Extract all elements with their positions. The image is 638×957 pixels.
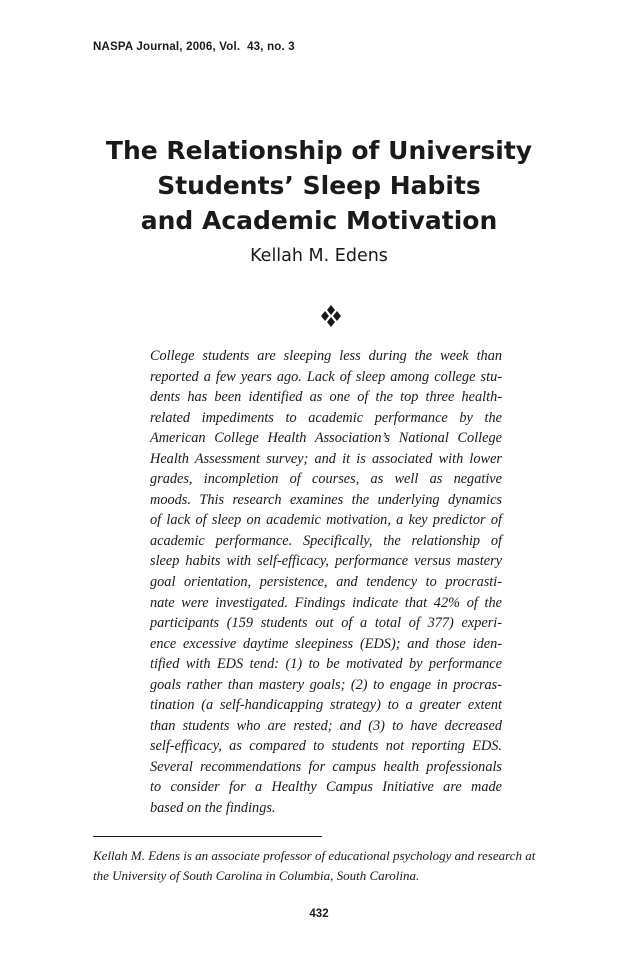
paper-title xyxy=(0,133,638,238)
footnote-line: Kellah M. Edens is an associate professor of educational psychology and research at xyxy=(93,848,536,863)
footnote-divider xyxy=(93,836,322,837)
abstract-line: of lack of sleep on academic motivation, a key predictor of xyxy=(150,512,502,529)
page-number: 432 xyxy=(309,908,329,920)
abstract-line: grades, incompletion of courses, as well as negative xyxy=(150,471,502,488)
ornament-diamond-left xyxy=(321,311,329,321)
abstract-line: goal orientation, persistence, and tendency to procrasti- xyxy=(150,574,502,591)
abstract-line: Health Assessment survey; and it is associated with lower xyxy=(150,450,502,467)
abstract-line: related impediments to academic performance by the xyxy=(150,409,502,426)
abstract-line: goals rather than mastery goals; (2) to engage in procras- xyxy=(150,676,502,693)
title-line: and Academic Motivation xyxy=(140,206,498,235)
abstract-line: Several recommendations for campus health professionals xyxy=(150,758,502,775)
ornament-icon xyxy=(319,304,343,328)
abstract-line: moods. This research examines the underlying dynamics xyxy=(150,491,502,508)
footnote-line: the University of South Carolina in Columbia, South Carolina. xyxy=(93,868,420,883)
ornament-diamond-bottom xyxy=(327,317,335,327)
title-line: Students’ Sleep Habits xyxy=(157,171,481,200)
title-line: The Relationship of University xyxy=(105,136,533,165)
abstract-line: than students who are rested; and (3) to have decreased xyxy=(150,717,502,734)
abstract-line: based on the findings. xyxy=(150,800,276,817)
abstract-line: American College Health Association’s National College xyxy=(150,430,502,447)
ornament-diamond-top xyxy=(327,305,335,315)
ornament-diamond-right xyxy=(333,311,341,321)
abstract-line: self-efficacy, as compared to students not reporting EDS. xyxy=(150,738,502,755)
abstract-line: ence excessive daytime sleepiness (EDS); and those iden- xyxy=(150,635,502,652)
author-name: Kellah M. Edens xyxy=(250,246,388,266)
abstract-line: nate were investigated. Findings indicate that 42% of the xyxy=(150,594,502,611)
running-head: NASPA Journal, 2006, Vol. 43, no. 3 xyxy=(93,41,295,53)
abstract-line: tified with EDS tend: (1) to be motivated by performance xyxy=(150,656,502,673)
abstract-line: reported a few years ago. Lack of sleep among college stu- xyxy=(150,368,502,385)
abstract-line: dents has been identified as one of the top three health- xyxy=(150,389,502,406)
abstract-line: tination (a self-handicapping strategy) to a greater extent xyxy=(150,697,502,714)
abstract-line: to consider for a Healthy Campus Initiative are made xyxy=(150,779,502,796)
abstract-line: College students are sleeping less during the week than xyxy=(150,348,502,364)
abstract xyxy=(150,346,502,819)
author-footnote xyxy=(93,846,563,886)
abstract-line: sleep habits with self-efficacy, performance versus mastery xyxy=(150,553,502,570)
abstract-line: participants (159 students out of a total of 377) experi- xyxy=(150,615,502,632)
abstract-line: academic performance. Specifically, the relationship of xyxy=(150,532,502,549)
